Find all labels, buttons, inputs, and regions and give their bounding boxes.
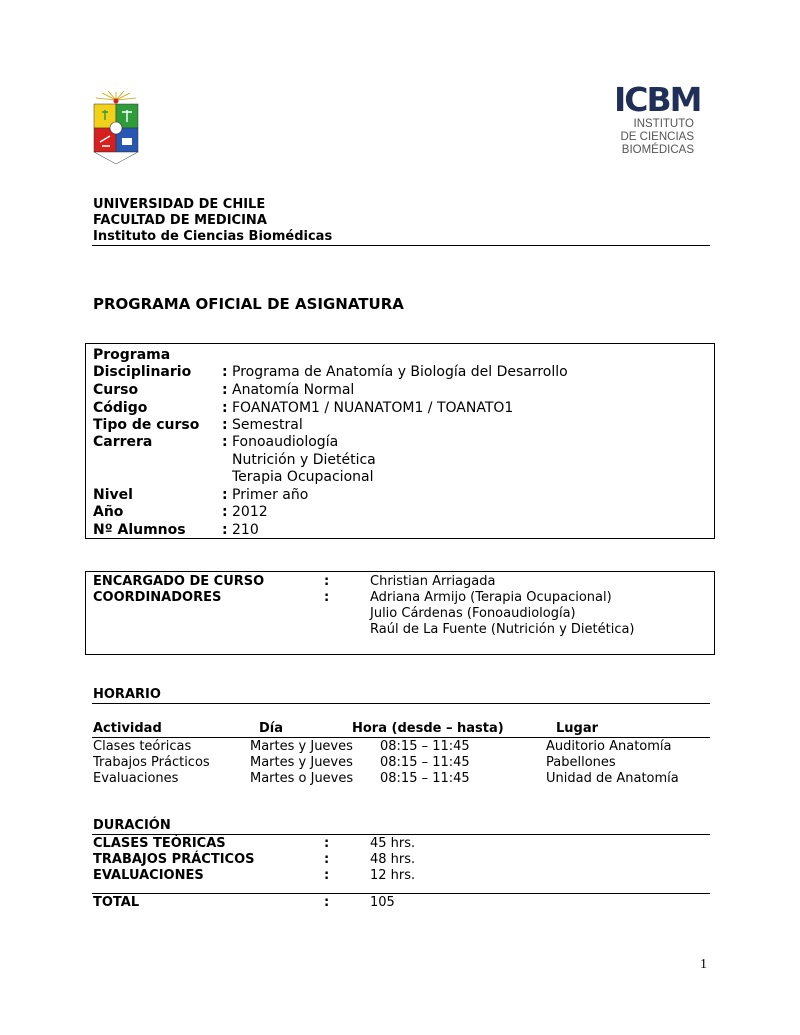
label-encargado: ENCARGADO DE CURSO (93, 574, 265, 589)
value-curso: Anatomía Normal (232, 382, 355, 398)
horario-rule (92, 703, 710, 704)
value-carrera-1: Fonoaudiología (232, 434, 339, 450)
horario-cell: Auditorio Anatomía (546, 739, 672, 754)
colon: : (324, 868, 330, 883)
label-nivel: Nivel (93, 487, 133, 503)
horario-cell: Unidad de Anatomía (546, 771, 679, 786)
duracion-value: 48 hrs. (370, 852, 416, 867)
label-programa: Programa (93, 347, 171, 363)
colon: : (324, 590, 330, 605)
total-rule (92, 893, 710, 894)
label-alumnos: Nº Alumnos (93, 522, 186, 538)
page-number: 1 (700, 957, 707, 972)
value-anio: 2012 (232, 504, 268, 520)
value-carrera-2: Nutrición y Dietética (232, 452, 376, 468)
horario-col-dia: Día (259, 721, 284, 736)
horario-cell: Martes o Jueves (250, 771, 354, 786)
colon: : (222, 522, 228, 538)
label-disciplinario: Disciplinario (93, 364, 192, 380)
label-tipo-curso: Tipo de curso (93, 417, 200, 433)
horario-cell: Clases teóricas (93, 739, 192, 754)
label-carrera: Carrera (93, 434, 153, 450)
icbm-logo-line3: BIOMÉDICAS (621, 144, 694, 156)
value-tipo-curso: Semestral (232, 417, 303, 433)
university-name: UNIVERSIDAD DE CHILE (93, 197, 266, 212)
value-coordinador-1: Adriana Armijo (Terapia Ocupacional) (370, 590, 612, 605)
horario-col-lugar: Lugar (556, 721, 599, 736)
value-codigo: FOANATOM1 / NUANATOM1 / TOANATO1 (232, 400, 514, 416)
institute-name: Instituto de Ciencias Biomédicas (93, 229, 333, 244)
colon: : (324, 574, 330, 589)
colon: : (324, 895, 330, 910)
icbm-logo-line1: INSTITUTO (633, 118, 694, 130)
value-encargado: Christian Arriagada (370, 574, 496, 589)
colon: : (222, 400, 228, 416)
duracion-label: CLASES TEÓRICAS (93, 836, 226, 851)
header-rule (92, 245, 710, 246)
duracion-label: TRABAJOS PRÁCTICOS (93, 852, 255, 867)
horario-cell: Evaluaciones (93, 771, 179, 786)
total-label: TOTAL (93, 895, 140, 910)
label-coordinadores: COORDINADORES (93, 590, 222, 605)
duracion-value: 45 hrs. (370, 836, 416, 851)
uchile-coat-of-arms-logo (92, 90, 140, 166)
horario-cell: Pabellones (546, 755, 616, 770)
total-value: 105 (370, 895, 395, 910)
value-coordinador-2: Julio Cárdenas (Fonoaudiología) (370, 606, 576, 621)
horario-cell: 08:15 – 11:45 (380, 755, 470, 770)
label-anio: Año (93, 504, 124, 520)
value-nivel: Primer año (232, 487, 309, 503)
value-disciplinario: Programa de Anatomía y Biología del Desarrollo (232, 364, 568, 380)
horario-header-rule (92, 737, 710, 738)
label-codigo: Código (93, 400, 148, 416)
horario-col-hora: Hora (desde – hasta) (352, 721, 504, 736)
icbm-logo-mark: ICBM (614, 80, 701, 119)
colon: : (324, 852, 330, 867)
duracion-label: EVALUACIONES (93, 868, 204, 883)
horario-cell: Martes y Jueves (250, 755, 353, 770)
duracion-heading: DURACIÓN (93, 818, 171, 833)
duracion-value: 12 hrs. (370, 868, 416, 883)
value-alumnos: 210 (232, 522, 259, 538)
icbm-logo-line2: DE CIENCIAS (620, 131, 694, 143)
colon: : (222, 417, 228, 433)
horario-cell: Trabajos Prácticos (93, 755, 210, 770)
colon: : (222, 364, 228, 380)
label-curso: Curso (93, 382, 139, 398)
colon: : (222, 434, 228, 450)
horario-cell: Martes y Jueves (250, 739, 353, 754)
page-title: PROGRAMA OFICIAL DE ASIGNATURA (93, 295, 404, 313)
horario-heading: HORARIO (93, 687, 161, 702)
duracion-rule (92, 834, 710, 835)
colon: : (222, 487, 228, 503)
faculty-name: FACULTAD DE MEDICINA (93, 213, 267, 228)
value-coordinador-3: Raúl de La Fuente (Nutrición y Dietética) (370, 622, 635, 637)
value-carrera-3: Terapia Ocupacional (232, 469, 374, 485)
horario-cell: 08:15 – 11:45 (380, 771, 470, 786)
horario-cell: 08:15 – 11:45 (380, 739, 470, 754)
colon: : (222, 382, 228, 398)
colon: : (222, 504, 228, 520)
icbm-logo (614, 80, 701, 160)
colon: : (324, 836, 330, 851)
horario-col-actividad: Actividad (93, 721, 162, 736)
